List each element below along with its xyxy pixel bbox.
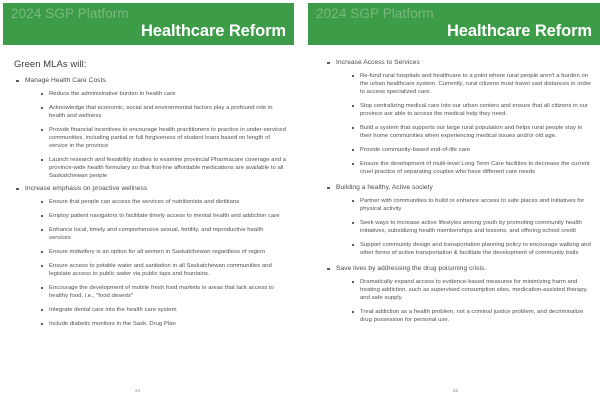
- square-bullet-icon: [16, 188, 19, 191]
- section-title: Manage Health Care Costs.: [25, 77, 108, 84]
- list-item: [325, 264, 592, 324]
- page-left-content: [14, 58, 287, 376]
- sublist: [25, 90, 287, 180]
- list-item: [41, 156, 287, 180]
- square-bullet-icon: [41, 107, 43, 109]
- list-item: [41, 262, 287, 278]
- list-item-text: Re-fund rural hospitals and healthcare to a point where rural people aren't a burden on the urban healthcare system. Currently, rural citizens must travel vast distances in order to access specialized care.: [360, 73, 592, 95]
- square-bullet-icon: [41, 129, 43, 131]
- list-item: [14, 184, 287, 328]
- list-item-text: Ensure midwifery is an option for all women in Saskatchewan regardless of region: [49, 249, 265, 255]
- square-bullet-icon: [327, 62, 330, 65]
- list-item-text: Build a system that supports our large rural population and helps rural people stay in their home communities when experiencing medical issues and/or old age.: [360, 125, 583, 139]
- square-bullet-icon: [41, 323, 43, 325]
- banner-title: Healthcare Reform: [446, 22, 592, 40]
- section-title: Building a healthy, Active society: [336, 184, 433, 191]
- square-bullet-icon: [352, 105, 354, 107]
- page-number: 25: [453, 388, 459, 393]
- list-item-text: Acknowledge that economic, social and environmental factors play a profound role in health and wellness: [49, 105, 273, 119]
- page-number: 24: [135, 388, 141, 393]
- list-item-text: Stop centralizing medical care into our urban centers and ensure that all citizens in our province are able to access the medical help they need.: [360, 103, 588, 117]
- square-bullet-icon: [327, 268, 330, 271]
- square-bullet-icon: [352, 244, 354, 246]
- square-bullet-icon: [352, 75, 354, 77]
- list-item: [352, 146, 592, 154]
- square-bullet-icon: [352, 163, 354, 165]
- list-item-text: Ensure that people can access the services of nutritionists and dietitians: [49, 199, 240, 205]
- sublist: [336, 72, 592, 176]
- square-bullet-icon: [16, 80, 19, 83]
- page-banner-right: [308, 3, 600, 45]
- page-right-content: [325, 58, 592, 376]
- list-item: [41, 104, 287, 120]
- square-bullet-icon: [41, 251, 43, 253]
- list-item-text: Partner with communities to build or enhance access to safe places and initiatives for physical activity: [360, 198, 585, 212]
- page-banner-left: [3, 3, 294, 45]
- list-item-text: Employ patient navigators to facilitate timely access to mental health and addiction care: [49, 213, 280, 219]
- square-bullet-icon: [41, 93, 43, 95]
- page-right: [303, 0, 600, 400]
- square-bullet-icon: [41, 201, 43, 203]
- banner-title: Healthcare Reform: [140, 22, 286, 40]
- square-bullet-icon: [41, 215, 43, 217]
- list-item: [41, 198, 287, 206]
- list-item-text: Enhance local, timely and comprehensive sexual, fertility, and reproductive health services: [49, 227, 264, 241]
- list-item: [14, 76, 287, 180]
- section-title: Increase emphasis on proactive wellness: [25, 185, 148, 192]
- square-bullet-icon: [41, 287, 43, 289]
- square-bullet-icon: [352, 149, 354, 151]
- square-bullet-icon: [352, 281, 354, 283]
- list-item-text: Ensure the development of multi-level Long Term Care facilities to decrease the current cruel practice of separating couples who have different care needs: [360, 161, 590, 175]
- list-item-text: Provide community-based end-of-life care: [360, 147, 471, 153]
- right-outline: [325, 58, 592, 324]
- list-item: [352, 219, 592, 235]
- list-item: [41, 90, 287, 98]
- list-item-text: Dramatically expand access to evidence-based measures for minimizing harm and treating addiction, such as supervised consumption sites, medication-assisted therapy, and safe supply.: [360, 279, 588, 301]
- list-item-text: Ensure access to potable water and sanitation in all Saskatchewan communities and legislate access to public water via public taps and fountains.: [49, 263, 272, 277]
- section-title: Save lives by addressing the drug poisoning crisis.: [336, 265, 487, 272]
- page-title: Green MLAs will:: [14, 58, 87, 69]
- list-item: [41, 284, 287, 300]
- list-item-text: Encourage the development of mobile fresh food markets in areas that lack access to healthy food, i.e., "food deserts": [49, 285, 274, 299]
- list-item-text: Treat addiction as a health problem, not a criminal justice problem, and decriminalize drug possession for personal use.: [360, 309, 584, 323]
- list-item-text: Support community design and transportation planning policy to encourage walking and other forms of active transportation & facilitate the development of community trails: [360, 242, 591, 256]
- list-item: [41, 306, 287, 314]
- list-item: [352, 241, 592, 257]
- list-item: [41, 226, 287, 242]
- banner-kicker: 2024 SGP Platform: [11, 6, 129, 21]
- list-item: [41, 320, 287, 328]
- list-item-text: Reduce the administrative burden in health care: [49, 91, 176, 97]
- list-item: [352, 102, 592, 118]
- list-item: [325, 183, 592, 257]
- square-bullet-icon: [352, 200, 354, 202]
- left-outline: [14, 76, 287, 328]
- list-item: [41, 248, 287, 256]
- list-item: [352, 124, 592, 140]
- square-bullet-icon: [327, 187, 330, 190]
- list-item-text: Seek ways to increase active lifestyles among youth by promoting community health initiatives, subsidizing health memberships and lessons, and offering school credit: [360, 220, 582, 234]
- list-item: [352, 278, 592, 302]
- section-title: Increase Access to Services: [336, 59, 420, 66]
- list-item: [41, 126, 287, 150]
- list-item: [41, 212, 287, 220]
- list-item: [325, 58, 592, 176]
- page-left: [0, 0, 297, 400]
- sublist: [25, 198, 287, 328]
- square-bullet-icon: [41, 159, 43, 161]
- list-item: [352, 160, 592, 176]
- square-bullet-icon: [41, 309, 43, 311]
- list-item-text: Integrate dental care into the health care system: [49, 307, 177, 313]
- square-bullet-icon: [352, 311, 354, 313]
- list-item-text: Launch research and feasibility studies to examine provincial Pharmacare coverage and a province-wide health formulary so that first-line affordable medications are available to all Saskatchewan people: [49, 157, 287, 179]
- list-item: [352, 308, 592, 324]
- list-item: [352, 197, 592, 213]
- list-item-text: Provide financial incentives to encourage health practitioners to practice in under-serviced communities, including partial or full forgiveness of student loans based on length of service in the province: [49, 127, 286, 149]
- sublist: [336, 278, 592, 324]
- list-item: [352, 72, 592, 96]
- square-bullet-icon: [352, 127, 354, 129]
- square-bullet-icon: [41, 265, 43, 267]
- list-item-text: Include diabetic monitors in the Sask. Drug Plan: [49, 321, 176, 327]
- sublist: [336, 197, 592, 257]
- square-bullet-icon: [352, 222, 354, 224]
- square-bullet-icon: [41, 229, 43, 231]
- banner-kicker: 2024 SGP Platform: [316, 6, 434, 21]
